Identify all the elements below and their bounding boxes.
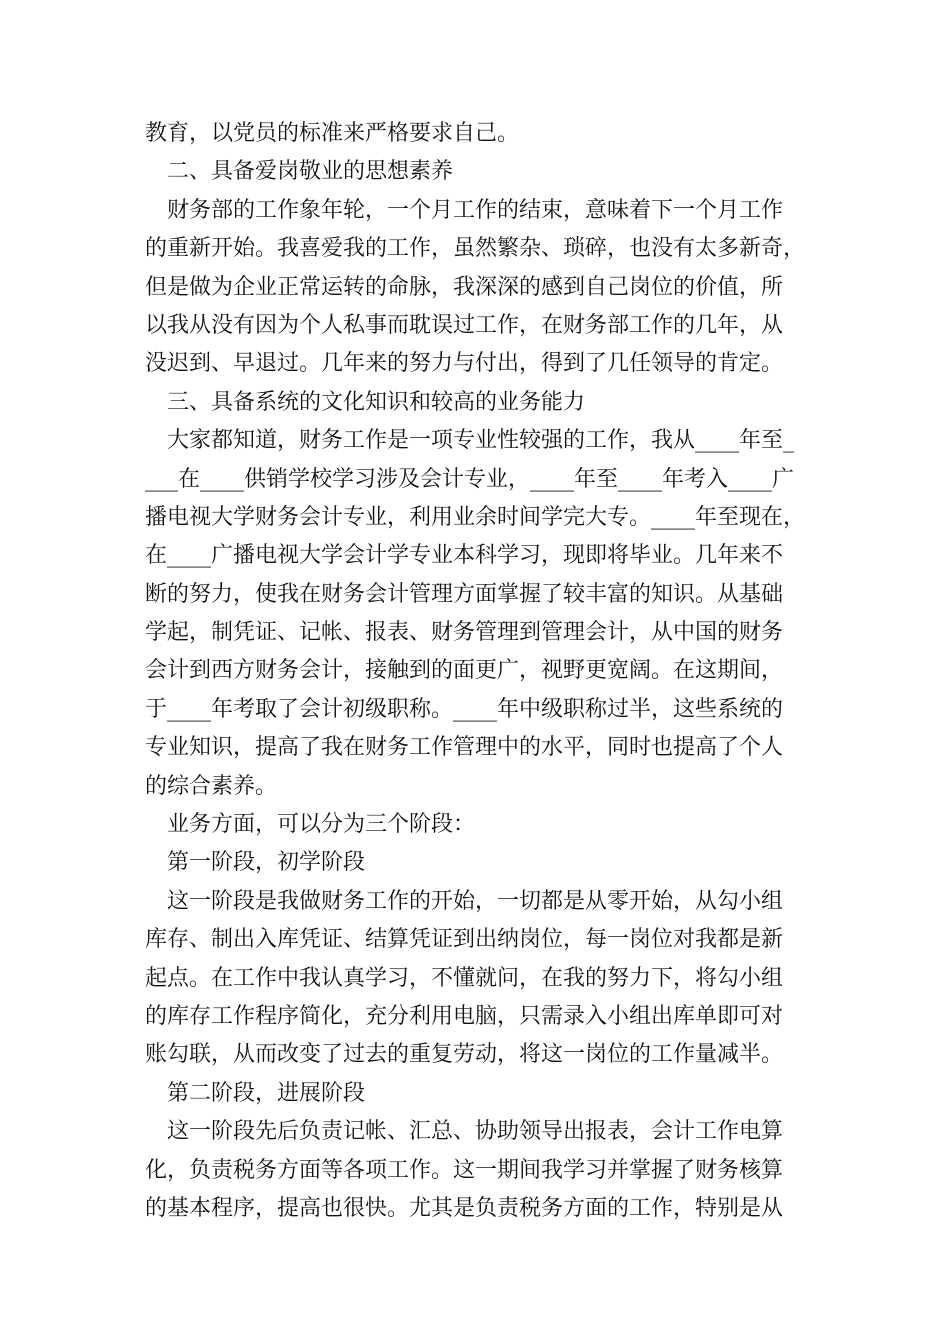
text-line: 于____年考取了会计初级职称。____年中级职称过半，这些系统的 bbox=[145, 696, 784, 722]
text-line: 账勾联，从而改变了过去的重复劳动，将这一岗位的工作量减半。 bbox=[145, 1042, 784, 1068]
text-line: 的基本程序，提高也很快。尤其是负责税务方面的工作，特别是从 bbox=[145, 1195, 784, 1221]
text-line: 在____广播电视大学会计学专业本科学习，现即将毕业。几年来不 bbox=[145, 543, 784, 569]
text-line: 业务方面，可以分为三个阶段： bbox=[167, 812, 476, 838]
text-line: 的综合素养。 bbox=[145, 773, 278, 799]
text-line: 播电视大学财务会计专业，利用业余时间学完大专。____年至现在， bbox=[145, 504, 806, 530]
stage-heading: 第一阶段，初学阶段 bbox=[167, 850, 366, 876]
text-line: 财务部的工作象年轮，一个月工作的结束，意味着下一个月工作 bbox=[167, 197, 784, 223]
text-line: 化，负责税务方面等各项工作。这一期间我学习并掌握了财务核算 bbox=[145, 1157, 784, 1183]
text-line: 的重新开始。我喜爱我的工作，虽然繁杂、琐碎，也没有太多新奇， bbox=[145, 236, 806, 262]
text-line: 库存、制出入库凭证、结算凭证到出纳岗位，每一岗位对我都是新 bbox=[145, 927, 784, 953]
text-line: 的库存工作程序简化，充分利用电脑，只需录入小组出库单即可对 bbox=[145, 1003, 784, 1029]
text-line: 以我从没有因为个人私事而耽误过工作，在财务部工作的几年，从 bbox=[145, 312, 784, 338]
text-line: 这一阶段先后负责记帐、汇总、协助领导出报表，会计工作电算 bbox=[167, 1119, 784, 1145]
text-line: 学起，制凭证、记帐、报表、财务管理到管理会计，从中国的财务 bbox=[145, 620, 784, 646]
text-line: 教育，以党员的标准来严格要求自己。 bbox=[145, 121, 520, 146]
section-heading: 三、具备系统的文化知识和较高的业务能力 bbox=[167, 389, 586, 415]
stage-heading: 第二阶段，进展阶段 bbox=[167, 1080, 366, 1106]
text-line: 起点。在工作中我认真学习，不懂就问，在我的努力下，将勾小组 bbox=[145, 965, 784, 991]
text-line: 专业知识，提高了我在财务工作管理中的水平，同时也提高了个人 bbox=[145, 735, 784, 761]
text-line: 这一阶段是我做财务工作的开始，一切都是从零开始，从勾小组 bbox=[167, 888, 784, 914]
section-heading: 二、具备爱岗敬业的思想素养 bbox=[167, 159, 454, 185]
document-body bbox=[145, 115, 815, 1228]
text-line: 没迟到、早退过。几年来的努力与付出，得到了几任领导的肯定。 bbox=[145, 351, 784, 377]
text-line: 会计到西方财务会计，接触到的面更广，视野更宽阔。在这期间， bbox=[145, 658, 784, 684]
text-line: 但是做为企业正常运转的命脉，我深深的感到自己岗位的价值，所 bbox=[145, 274, 784, 300]
text-line: ___在____供销学校学习涉及会计专业，____年至____年考入____广 bbox=[145, 466, 795, 492]
text-line: 断的努力，使我在财务会计管理方面掌握了较丰富的知识。从基础 bbox=[145, 581, 784, 607]
text-line: 大家都知道，财务工作是一项专业性较强的工作，我从____年至_ bbox=[167, 428, 795, 454]
